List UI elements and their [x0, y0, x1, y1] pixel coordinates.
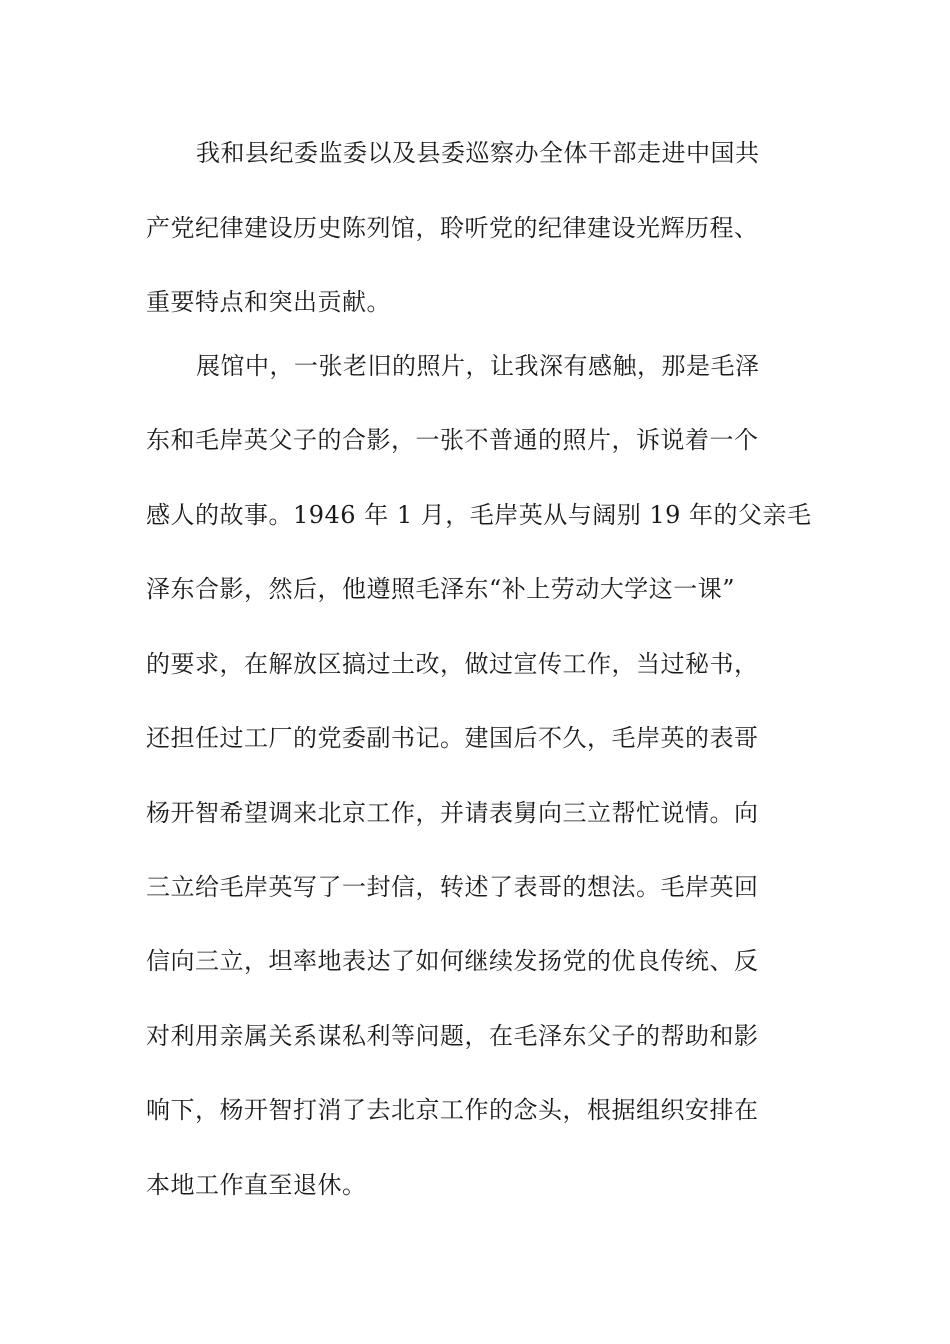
paragraph-2-line-1: 展馆中，一张老旧的照片，让我深有感触，那是毛泽	[196, 352, 760, 380]
paragraph-2-line-6: 还担任过工厂的党委副书记。建国后不久，毛岸英的表哥	[146, 724, 759, 752]
paragraph-2-line-2: 东和毛岸英父子的合影，一张不普通的照片，诉说着一个	[146, 426, 759, 454]
paragraph-2-line-10: 对利用亲属关系谋私利等问题，在毛泽东父子的帮助和影	[146, 1022, 759, 1050]
paragraph-1-line-2: 产党纪律建设历史陈列馆，聆听党的纪律建设光辉历程、	[146, 214, 759, 242]
paragraph-2-line-9: 信向三立，坦率地表达了如何继续发扬党的优良传统、反	[146, 947, 759, 975]
paragraph-2-line-12: 本地工作直至退休。	[146, 1171, 367, 1199]
paragraph-2-line-7: 杨开智希望调来北京工作，并请表舅向三立帮忙说情。向	[146, 799, 759, 827]
paragraph-2-line-4: 泽东合影，然后，他遵照毛泽东“补上劳动大学这一课”	[146, 575, 736, 603]
paragraph-2-line-5: 的要求，在解放区搞过土改，做过宣传工作，当过秘书，	[146, 650, 759, 678]
paragraph-1-line-3: 重要特点和突出贡献。	[146, 288, 391, 316]
paragraph-2-line-8: 三立给毛岸英写了一封信，转述了表哥的想法。毛岸英回	[146, 873, 759, 901]
paragraph-1-line-1: 我和县纪委监委以及县委巡察办全体干部走进中国共	[196, 139, 760, 167]
paragraph-2-line-3: 感人的故事。1946 年 1 月，毛岸英从与阔别 19 年的父亲毛	[146, 501, 812, 529]
paragraph-2-line-11: 响下，杨开智打消了去北京工作的念头，根据组织安排在	[146, 1096, 759, 1124]
